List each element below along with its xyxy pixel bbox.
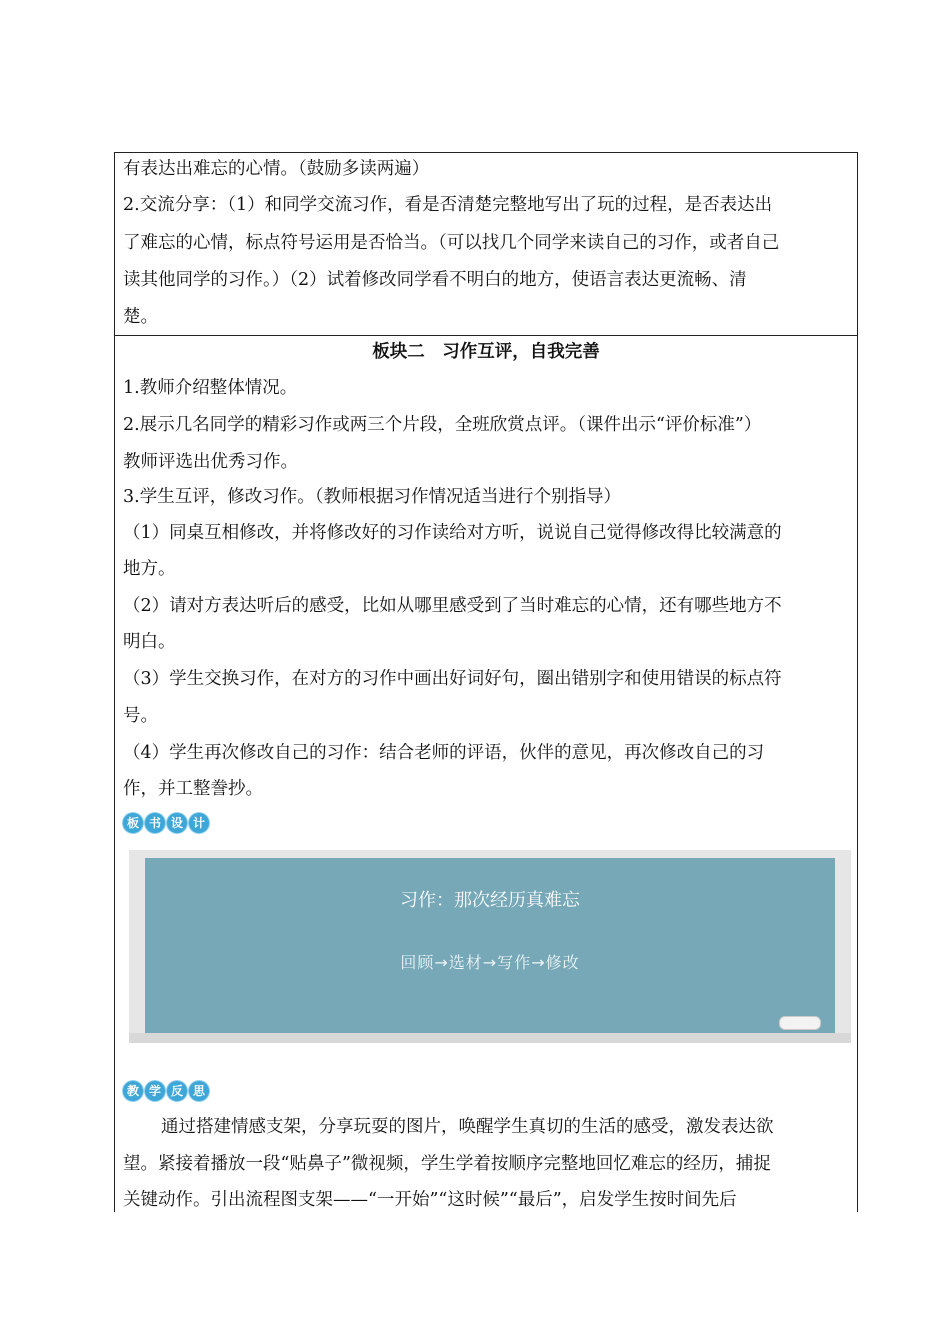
badge-char: 板 <box>123 813 143 833</box>
text-line: 3.学生互评，修改习作。（教师根据习作情况适当进行个别指导） <box>123 487 621 507</box>
text-line: 2.交流分享：（1）和同学交流习作，看是否清楚完整地写出了玩的过程，是否表达出 <box>123 195 773 215</box>
text-line: 1.教师介绍整体情况。 <box>123 378 298 398</box>
text-line: 有表达出难忘的心情。（鼓励多读两遍） <box>123 159 430 179</box>
reflection-line: 通过搭建情感支架，分享玩耍的图片，唤醒学生真切的生活的感受，激发表达欲 <box>161 1117 774 1137</box>
chalk-ledge <box>129 1033 851 1043</box>
lesson-table <box>114 152 858 1212</box>
reflection-line: 关键动作。引出流程图支架——“一开始”“这时候”“最后”，启发学生按时间先后 <box>123 1190 737 1210</box>
badge-char: 书 <box>145 813 165 833</box>
badge-char: 计 <box>189 813 209 833</box>
row-divider <box>115 335 857 336</box>
badge-char: 设 <box>167 813 187 833</box>
badge-char: 教 <box>123 1081 143 1101</box>
teaching-reflection-badge <box>123 1081 209 1103</box>
blackboard-title: 习作：那次经历真难忘 <box>400 890 580 911</box>
blackboard-design-badge <box>123 813 209 835</box>
text-line: （4）学生再次修改自己的习作：结合老师的评语，伙伴的意见，再次修改自己的习 <box>123 743 765 763</box>
text-line: 了难忘的心情，标点符号运用是否恰当。（可以找几个同学来读自己的习作，或者自己 <box>123 233 780 253</box>
text-line: 2.展示几名同学的精彩习作或两三个片段，全班欣赏点评。（课件出示“评价标准”） <box>123 415 762 435</box>
blackboard-flow: 回顾→选材→写作→修改 <box>400 953 580 972</box>
text-line: 地方。 <box>123 559 176 579</box>
text-line: （3）学生交换习作，在对方的习作中画出好词好句，圈出错别字和使用错误的标点符 <box>123 669 782 689</box>
badge-char: 学 <box>145 1081 165 1101</box>
text-line: 号。 <box>123 706 158 726</box>
text-line: （2）请对方表达听后的感受，比如从哪里感受到了当时难忘的心情，还有哪些地方不 <box>123 596 782 616</box>
chalk-eraser <box>779 1016 821 1030</box>
blackboard <box>145 858 835 1033</box>
text-line: 读其他同学的习作。）（2）试着修改同学看不明白的地方，使语言表达更流畅、清 <box>123 270 747 290</box>
text-line: （1）同桌互相修改，并将修改好的习作读给对方听，说说自己觉得修改得比较满意的 <box>123 523 782 543</box>
reflection-line: 望。紧接着播放一段“贴鼻子”微视频，学生学着按顺序完整地回忆难忘的经历，捕捉 <box>123 1154 771 1174</box>
badge-char: 反 <box>167 1081 187 1101</box>
badge-char: 思 <box>189 1081 209 1101</box>
text-line: 作，并工整誊抄。 <box>123 779 263 799</box>
text-line: 明白。 <box>123 632 176 652</box>
blackboard-illustration <box>129 850 851 1046</box>
section-heading: 板块二 习作互评，自我完善 <box>372 342 600 362</box>
text-line: 教师评选出优秀习作。 <box>123 452 298 472</box>
text-line: 楚。 <box>123 307 158 327</box>
